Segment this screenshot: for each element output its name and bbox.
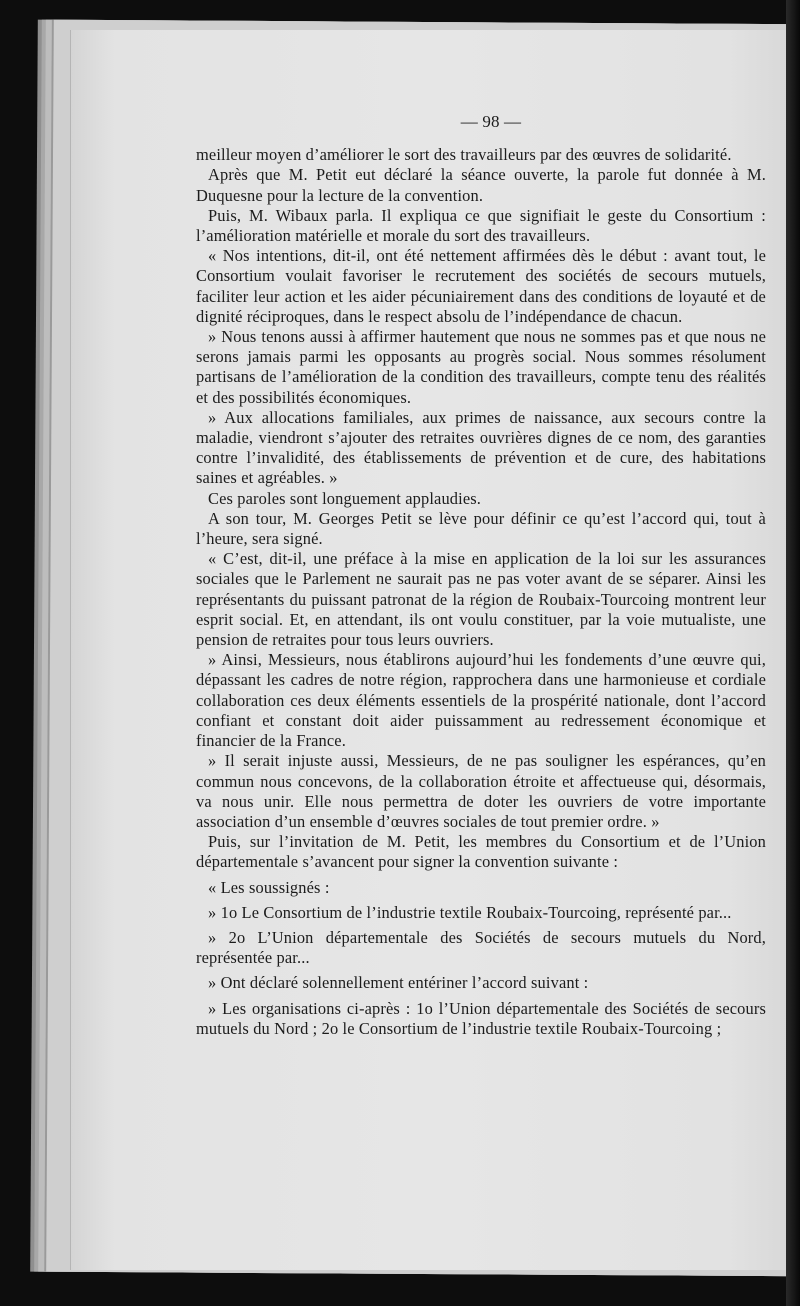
paragraph: meilleur moyen d’améliorer le sort des travailleurs par des œuvres de solidarité. — [196, 145, 732, 165]
paragraph: « C’est, dit-il, une préface à la mise en application de la loi sur les assurances sociales que le Parlement ne saurait pas ne pas voter avant de se séparer. Ainsi les représentants du puissant patronat de la région de Roubaix-Tourcoing montrent leur esprit social. Et, en attendant, ils ont voulu constituer, par la voie mutualiste, une pension de retraites pour tous leurs ouvriers. — [196, 549, 766, 650]
paragraph: » Ainsi, Messieurs, nous établirons aujourd’hui les fondements d’une œuvre qui, dépassant les cadres de notre région, rapprochera dans une harmonieuse et cordiale collaboration ces deux éléments essentiels de la prospérité nationale, dont l’accord confiant et constant doit aider puissamment au redressement économique et financier de la France. — [196, 650, 766, 751]
paragraph: » Aux allocations familiales, aux primes de naissance, aux secours contre la maladie, viendront s’ajouter des retraites ouvrières dignes de ce nom, des garanties contre l’invalidité, des établissements de prévention et de cure, des habitations saines et agréables. » — [196, 407, 766, 488]
paragraph: » 1o Le Consortium de l’industrie textile Roubaix-Tourcoing, représenté par... — [208, 902, 732, 922]
paragraph: Puis, sur l’invitation de M. Petit, les membres du Consortium et de l’Union départementale s’avancent pour signer la convention suivante : — [196, 832, 766, 872]
paragraph: Après que M. Petit eut déclaré la séance ouverte, la parole fut donnée à M. Duquesne pour la lecture de la convention. — [196, 165, 766, 205]
dark-edge — [786, 0, 800, 1306]
paragraph: « Nos intentions, dit-il, ont été nettement affirmées dès le début : avant tout, le Consortium voulait favoriser le recrutement des sociétés de secours mutuels, faciliter leur action et les aider pécuniairement dans des conditions de loyauté et de dignité réciproques, dans le respect absolu de l’indépendance de chacun. — [196, 246, 766, 326]
paragraph: Puis, M. Wibaux parla. Il expliqua ce que signifiait le geste du Consortium : l’amélioration matérielle et morale du sort des travailleurs. — [196, 205, 766, 246]
paragraph: » Ont déclaré solennellement entériner l’accord suivant : — [208, 973, 589, 993]
page-number: — 98 — — [460, 112, 522, 131]
paragraph: A son tour, M. Georges Petit se lève pour définir ce qu’est l’accord qui, tout à l’heure, sera signé. — [196, 508, 766, 549]
paragraph: Ces paroles sont longuement applaudies. — [208, 488, 482, 508]
paragraph: » Les organisations ci-après : 1o l’Union départementale des Sociétés de secours mutuels du Nord ; 2o le Consortium de l’industrie textile Roubaix-Tourcoing ; — [196, 998, 766, 1038]
paragraph: » 2o L’Union départementale des Sociétés de secours mutuels du Nord, représentée par... — [196, 927, 766, 968]
paragraph: » Nous tenons aussi à affirmer hautement que nous ne sommes pas et que nous ne serons jamais parmi les opposants au progrès social. Nous sommes résolument partisans de l’amélioration de la condition des travailleurs, compte tenu des réalités et des possibilités économiques. — [196, 327, 766, 407]
paragraph: « Les soussignés : — [208, 877, 330, 897]
paragraph: » Il serait injuste aussi, Messieurs, de ne pas souligner les espérances, qu’en commun nous concevons, de la collaboration étroite et affectueuse qui, désormais, va nous unir. Elle nous permettra de doter les ouvriers de votre importante association d’un ensemble d’œuvres sociales de tout premier ordre. » — [196, 751, 766, 831]
page-text — [196, 112, 766, 1039]
